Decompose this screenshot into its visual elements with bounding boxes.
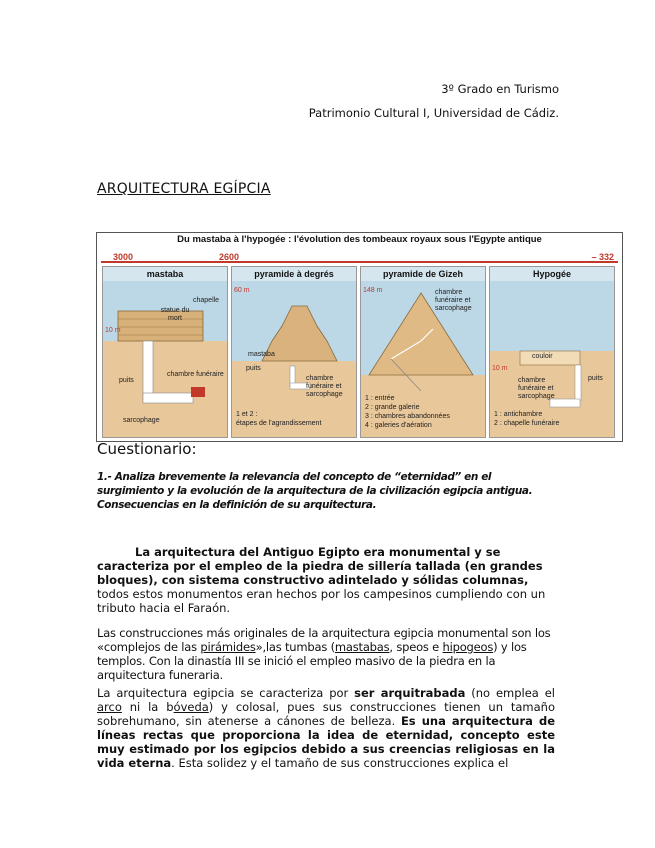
link-mastabas[interactable]: mastabas	[334, 640, 390, 654]
panel-title: pyramide de Gizeh	[361, 267, 485, 281]
p2-text: »,las tumbas (	[255, 640, 335, 654]
paragraph-1	[97, 545, 555, 615]
label-puits: puits	[246, 365, 261, 372]
label-sarcophage: sarcophage	[123, 417, 160, 424]
timeline	[101, 252, 618, 263]
label-couloir: couloir	[532, 353, 553, 360]
label-puits: puits	[119, 377, 134, 384]
label-chambre: chambre funéraire et sarcophage	[435, 289, 472, 312]
label-legend1: 1 : entrée	[365, 395, 395, 402]
p3-text: La arquitectura egipcia se caracteriza por	[97, 686, 355, 700]
panel-step-pyramid	[231, 266, 357, 438]
label-legend1: 1 et 2 :	[236, 411, 258, 418]
link-arco[interactable]: arco	[97, 700, 122, 714]
p3-bold: ser arquitrabada	[354, 686, 466, 700]
p3-bold: Es una arquitectura de líneas rectas que proporciona la idea de eternidad, concepto este muy estimado por los egipcios debido a sus creencias religiosas en la vida eterna	[97, 714, 556, 770]
p2-text: , speos e	[389, 640, 443, 654]
p2-text: Las construcciones más originales de la arquitectura egipcia monumental son los «complejos de las	[97, 626, 551, 654]
p3-text: ) y colosal, pues sus construcciones tienen un tamaño sobrehumano, sin atenerse a cánones de belleza.	[97, 700, 555, 728]
header-university: Patrimonio Cultural I, Universidad de Cádiz.	[308, 106, 559, 120]
page-title: ARQUITECTURA EGÍPCIA	[97, 181, 271, 197]
label-legend4: 4 : galeries d'aération	[365, 422, 432, 429]
timeline-mid: 2600	[219, 252, 240, 262]
p1-bold: La arquitectura del Antiguo Egipto era monumental y se caracteriza por el empleo de la piedra de sillería tallada (en grandes bloques), con sistema constructivo adintelado y sólidas columnas,	[97, 545, 543, 587]
link-hipogeos[interactable]: hipogeos	[442, 640, 494, 654]
label-chambre: chambre funéraire et sarcophage	[518, 377, 555, 400]
label-legend2: étapes de l'agrandissement	[236, 420, 322, 427]
label-10m: 10 m	[492, 365, 508, 372]
link-piramides[interactable]: pirámides	[200, 640, 256, 654]
p1-normal: todos estos monumentos eran hechos por los campesinos cumpliendo con un tributo hacia el Faraón.	[97, 587, 546, 615]
label-chambre: chambre funéraire	[167, 371, 224, 378]
panel-title: mastaba	[103, 267, 227, 281]
label-legend2: 2 : grande galerie	[365, 404, 420, 411]
label-chambre: chambre funéraire et sarcophage	[306, 375, 343, 398]
p3-text: . Esta solidez y el tamaño de sus construcciones explica el	[171, 756, 509, 770]
p2-text: ) y los templos. Con la dinastía III se inició el empleo masivo de la piedra en la arquitectura funeraria.	[97, 640, 527, 682]
label-legend3: 3 : chambres abandonnées	[365, 413, 450, 420]
label-mastaba: mastaba	[248, 351, 275, 358]
panel-title: pyramide à degrés	[232, 267, 356, 281]
label-chapelle: chapelle	[193, 297, 220, 304]
questionnaire-heading: Cuestionario:	[97, 440, 197, 458]
figure-title: Du mastaba à l'hypogée : l'évolution des tombeaux royaux sous l'Egypte antique	[177, 234, 542, 245]
label-puits: puits	[588, 375, 603, 382]
label-statue: statue du mort	[160, 307, 190, 322]
label-legend1: 1 : antichambre	[494, 411, 543, 418]
panel-hypogeum	[489, 266, 615, 438]
p3-text: (no emplea el	[465, 686, 555, 700]
label-148m: 148 m	[363, 287, 383, 294]
timeline-start: 3000	[113, 252, 134, 262]
p3-text: ni la b	[121, 700, 174, 714]
panel-giza-pyramid	[360, 266, 486, 438]
timeline-end: – 332	[591, 252, 614, 262]
paragraph-2	[97, 626, 555, 682]
label-legend2: 2 : chapelle funéraire	[494, 420, 560, 427]
link-boveda[interactable]: óveda	[173, 700, 209, 714]
label-60m: 60 m	[234, 287, 250, 294]
question-1: 1.- Analiza brevemente la relevancia del concepto de “eternidad” en el surgimiento y la evolución de la arquitectura de la civilización egipcia antigua. Consecuencias en la definición de su arquitectura.	[97, 471, 533, 511]
header-course: 3º Grado en Turismo	[441, 82, 559, 96]
panel-title: Hypogée	[490, 267, 614, 281]
paragraph-3	[97, 686, 555, 770]
tomb-evolution-figure	[96, 232, 623, 442]
panel-mastaba	[102, 266, 228, 438]
label-10m: 10 m	[105, 327, 121, 334]
